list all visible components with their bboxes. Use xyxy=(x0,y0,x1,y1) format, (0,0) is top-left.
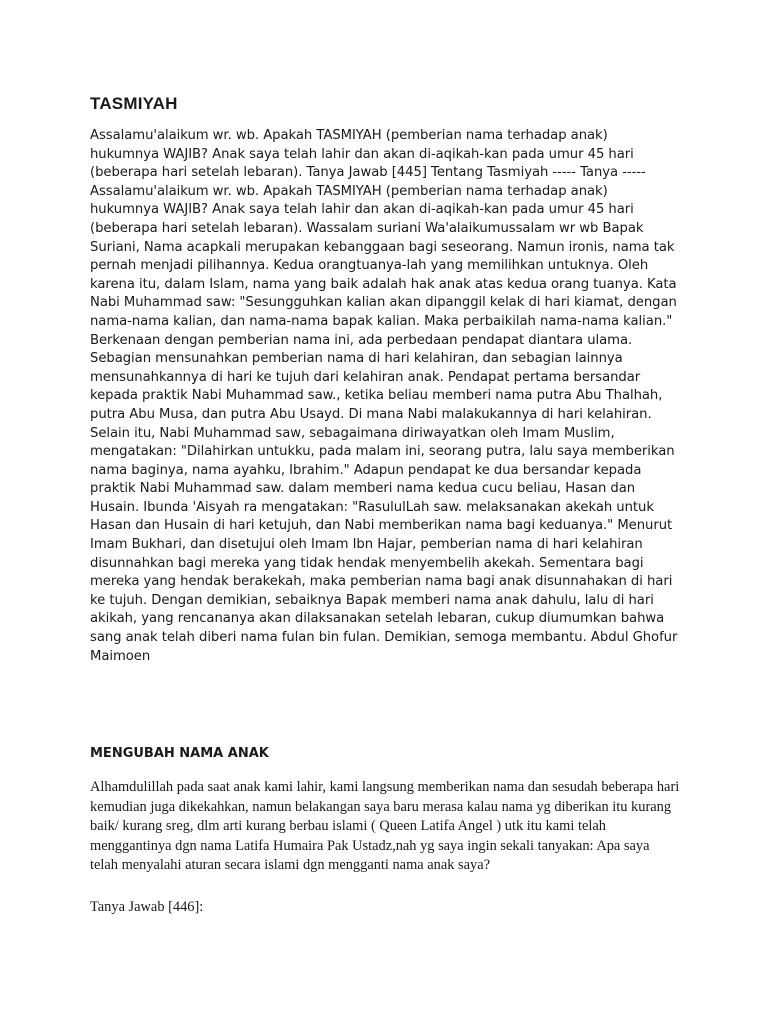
document-title: TASMIYAH xyxy=(90,94,178,113)
tasmiyah-body-text: Assalamu'alaikum wr. wb. Apakah TASMIYAH (pemberian nama terhadap anak) hukumnya WAJIB? Anak saya telah lahir dan akan di-aqikah-kan pada umur 45 hari (beberapa hari setelah lebaran). Tanya Jawab [445] Tentang Tasmiyah ----- Tanya ----- Assalamu'alaikum wr. wb. Apakah TASMIYAH (pemberian nama terhadap anak) hukumnya WAJIB? Anak saya telah lahir dan akan di-aqikah-kan pada umur 45 hari (beberapa hari setelah lebaran). Wassalam suriani Wa'alaikumussalam wr wb Bapak Suriani, Nama acapkali merupakan kebanggaan bagi seseorang. Namun ironis, nama tak pernah menjadi pilihannya. Kedua orangtuanya-lah yang memilihkan untuknya. Oleh karena itu, dalam Islam, nama yang baik adalah hak anak atas kedua orang tuanya. Kata Nabi Muhammad saw: "Sesungguhkan kalian akan dipanggil kelak di hari kiamat, dengan nama-nama kalian, dan nama-nama bapak kalian. Maka perbaikilah nama-nama kalian." Berkenaan dengan pemberian nama ini, ada perbedaan pendapat diantara ulama. Sebagian mensunahkan pemberian nama di hari kelahiran, dan sebagian lainnya mensunahkannya di hari ke tujuh dari kelahiran anak. Pendapat pertama bersandar kepada praktik Nabi Muhammad saw., ketika beliau memberi nama putra Abu Thalhah, putra Abu Musa, dan putra Abu Usayd. Di mana Nabi malakukannya di hari kelahiran. Selain itu, Nabi Muhammad saw, sebagaimana diriwayatkan oleh Imam Muslim, mengatakan: "Dilahirkan untukku, pada malam ini, seorang putra, lalu saya memberikan nama baginya, nama ayahku, Ibrahim." Adapun pendapat ke dua bersandar kepada praktik Nabi Muhammad saw. dalam memberi nama kedua cucu beliau, Hasan dan Husain. Ibunda 'Aisyah ra mengatakan: "RasululLah saw. melaksanakan akekah untuk Hasan dan Husain di hari ketujuh, dan Nabi memberikan nama bagi keduanya." Menurut Imam Bukhari, dan disetujui oleh Imam Ibn Hajar, pemberian nama di hari kelahiran disunnahkan bagi mereka yang tidak hendak menyembelih akekah. Sementara bagi mereka yang hendak berakekah, maka pemberian nama bagi anak disunnahakan di hari ke tujuh. Dengan demikian, sebaiknya Bapak memberi nama anak dahulu, lalu di hari akikah, yang rencananya akan dilaksanakan setelah lebaran, cukup diumumkan bahwa sang anak telah diberi nama fulan bin fulan. Demikian, semoga membantu. Abdul Ghofur Maimoen xyxy=(90,128,678,664)
mengubah-nama-question-text: Alhamdulillah pada saat anak kami lahir, kami langsung memberikan nama dan sesudah beberapa hari kemudian juga dikekahkan, namun belakangan saya baru merasa kalau nama yg diberikan itu kurang baik/ kurang sreg, dlm arti kurang berbau islami ( Queen Latifa Angel ) utk itu kami telah menggantinya dgn nama Latifa Humaira Pak Ustadz,nah yg saya ingin sekali tanyakan: Apa saya telah menyalahi aturan secara islami dgn mengganti nama anak saya? xyxy=(90,779,680,874)
qa-number-label: Tanya Jawab [446]: xyxy=(90,899,204,915)
section-heading-mengubah-nama-anak: MENGUBAH NAMA ANAK xyxy=(90,746,269,761)
